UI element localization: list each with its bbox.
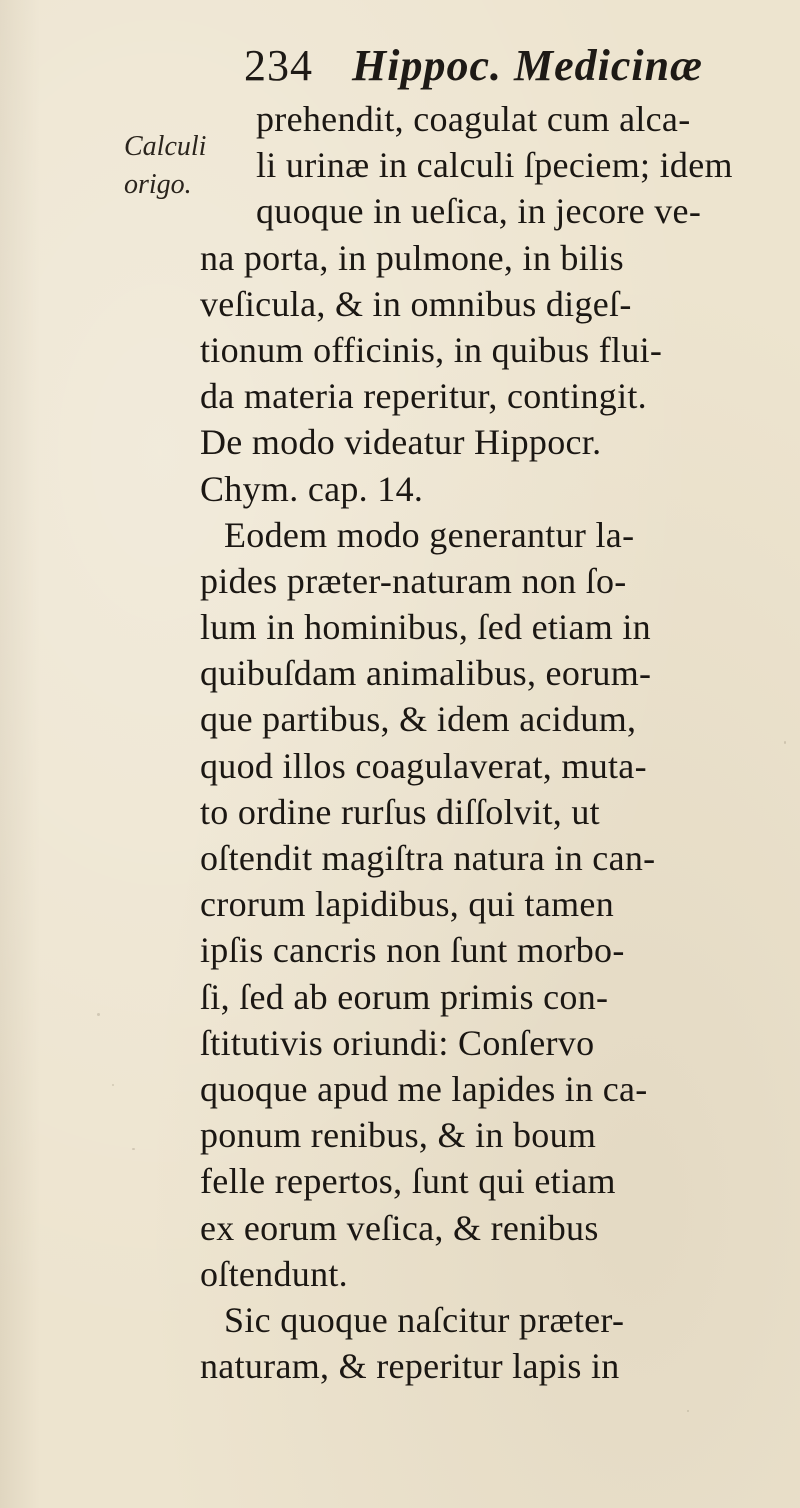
text-line: oſtendit magiſtra natura in can- (200, 838, 656, 878)
text-line: pides præter-naturam non ſo- (200, 560, 627, 601)
text-line: Eodem modo generantur la- (224, 514, 635, 555)
paper-speck (112, 1084, 114, 1086)
text-line: ipſis cancris non ſunt morbo- (200, 930, 625, 971)
page-number: 234 (244, 41, 313, 90)
text-line: li urinæ in calculi ſpeciem; idem (256, 145, 733, 186)
paper-speck (97, 1013, 100, 1016)
text-line: prehendit, coagulat cum alca- (256, 99, 691, 139)
text-line: quoque apud me lapides in ca- (200, 1068, 648, 1109)
text-line: lum in hominibus, ſed etiam in (200, 607, 651, 648)
text-line: to ordine rurſus diſſolvit, ut (200, 791, 600, 832)
text-line: ſi, ſed ab eorum primis con- (200, 976, 609, 1017)
text-line: naturam, & reperitur lapis in (200, 1346, 620, 1387)
running-head: Hippoc. Medicinæ (352, 41, 703, 90)
text-line: na porta, in pulmone, in bilis (200, 237, 624, 278)
paper-speck (784, 741, 786, 744)
text-line: tionum officinis, in quibus flui- (200, 329, 663, 370)
paper-speck (132, 1148, 135, 1150)
text-line: crorum lapidibus, qui tamen (200, 884, 615, 925)
margin-note-line: Calculi (124, 131, 207, 162)
text-line: oſtendunt. (200, 1253, 348, 1294)
text-line: ponum renibus, & in boum (200, 1115, 597, 1156)
text-line: veſicula, & in omnibus digeſ- (200, 283, 632, 324)
margin-note-line: origo. (124, 169, 192, 200)
page-header (244, 41, 703, 90)
text-line: quoque in ueſica, in jecore ve- (256, 191, 702, 232)
paper-speck (687, 1410, 689, 1412)
text-line: De modo videatur Hippocr. (200, 422, 602, 463)
text-line: da materia reperitur, contingit. (200, 376, 647, 417)
text-line: felle repertos, ſunt qui etiam (200, 1161, 616, 1202)
text-line: quibuſdam animalibus, eorum- (200, 653, 652, 694)
text-line: Sic quoque naſcitur præter- (224, 1299, 625, 1340)
text-line: quod illos coagulaverat, muta- (200, 745, 647, 786)
text-line: Chym. cap. 14. (200, 468, 424, 509)
text-line: ſtitutivis oriundi: Conſervo (200, 1022, 595, 1063)
text-line: ex eorum veſica, & renibus (200, 1207, 599, 1248)
text-line: que partibus, & idem acidum, (200, 699, 637, 740)
body-text (200, 96, 775, 1389)
